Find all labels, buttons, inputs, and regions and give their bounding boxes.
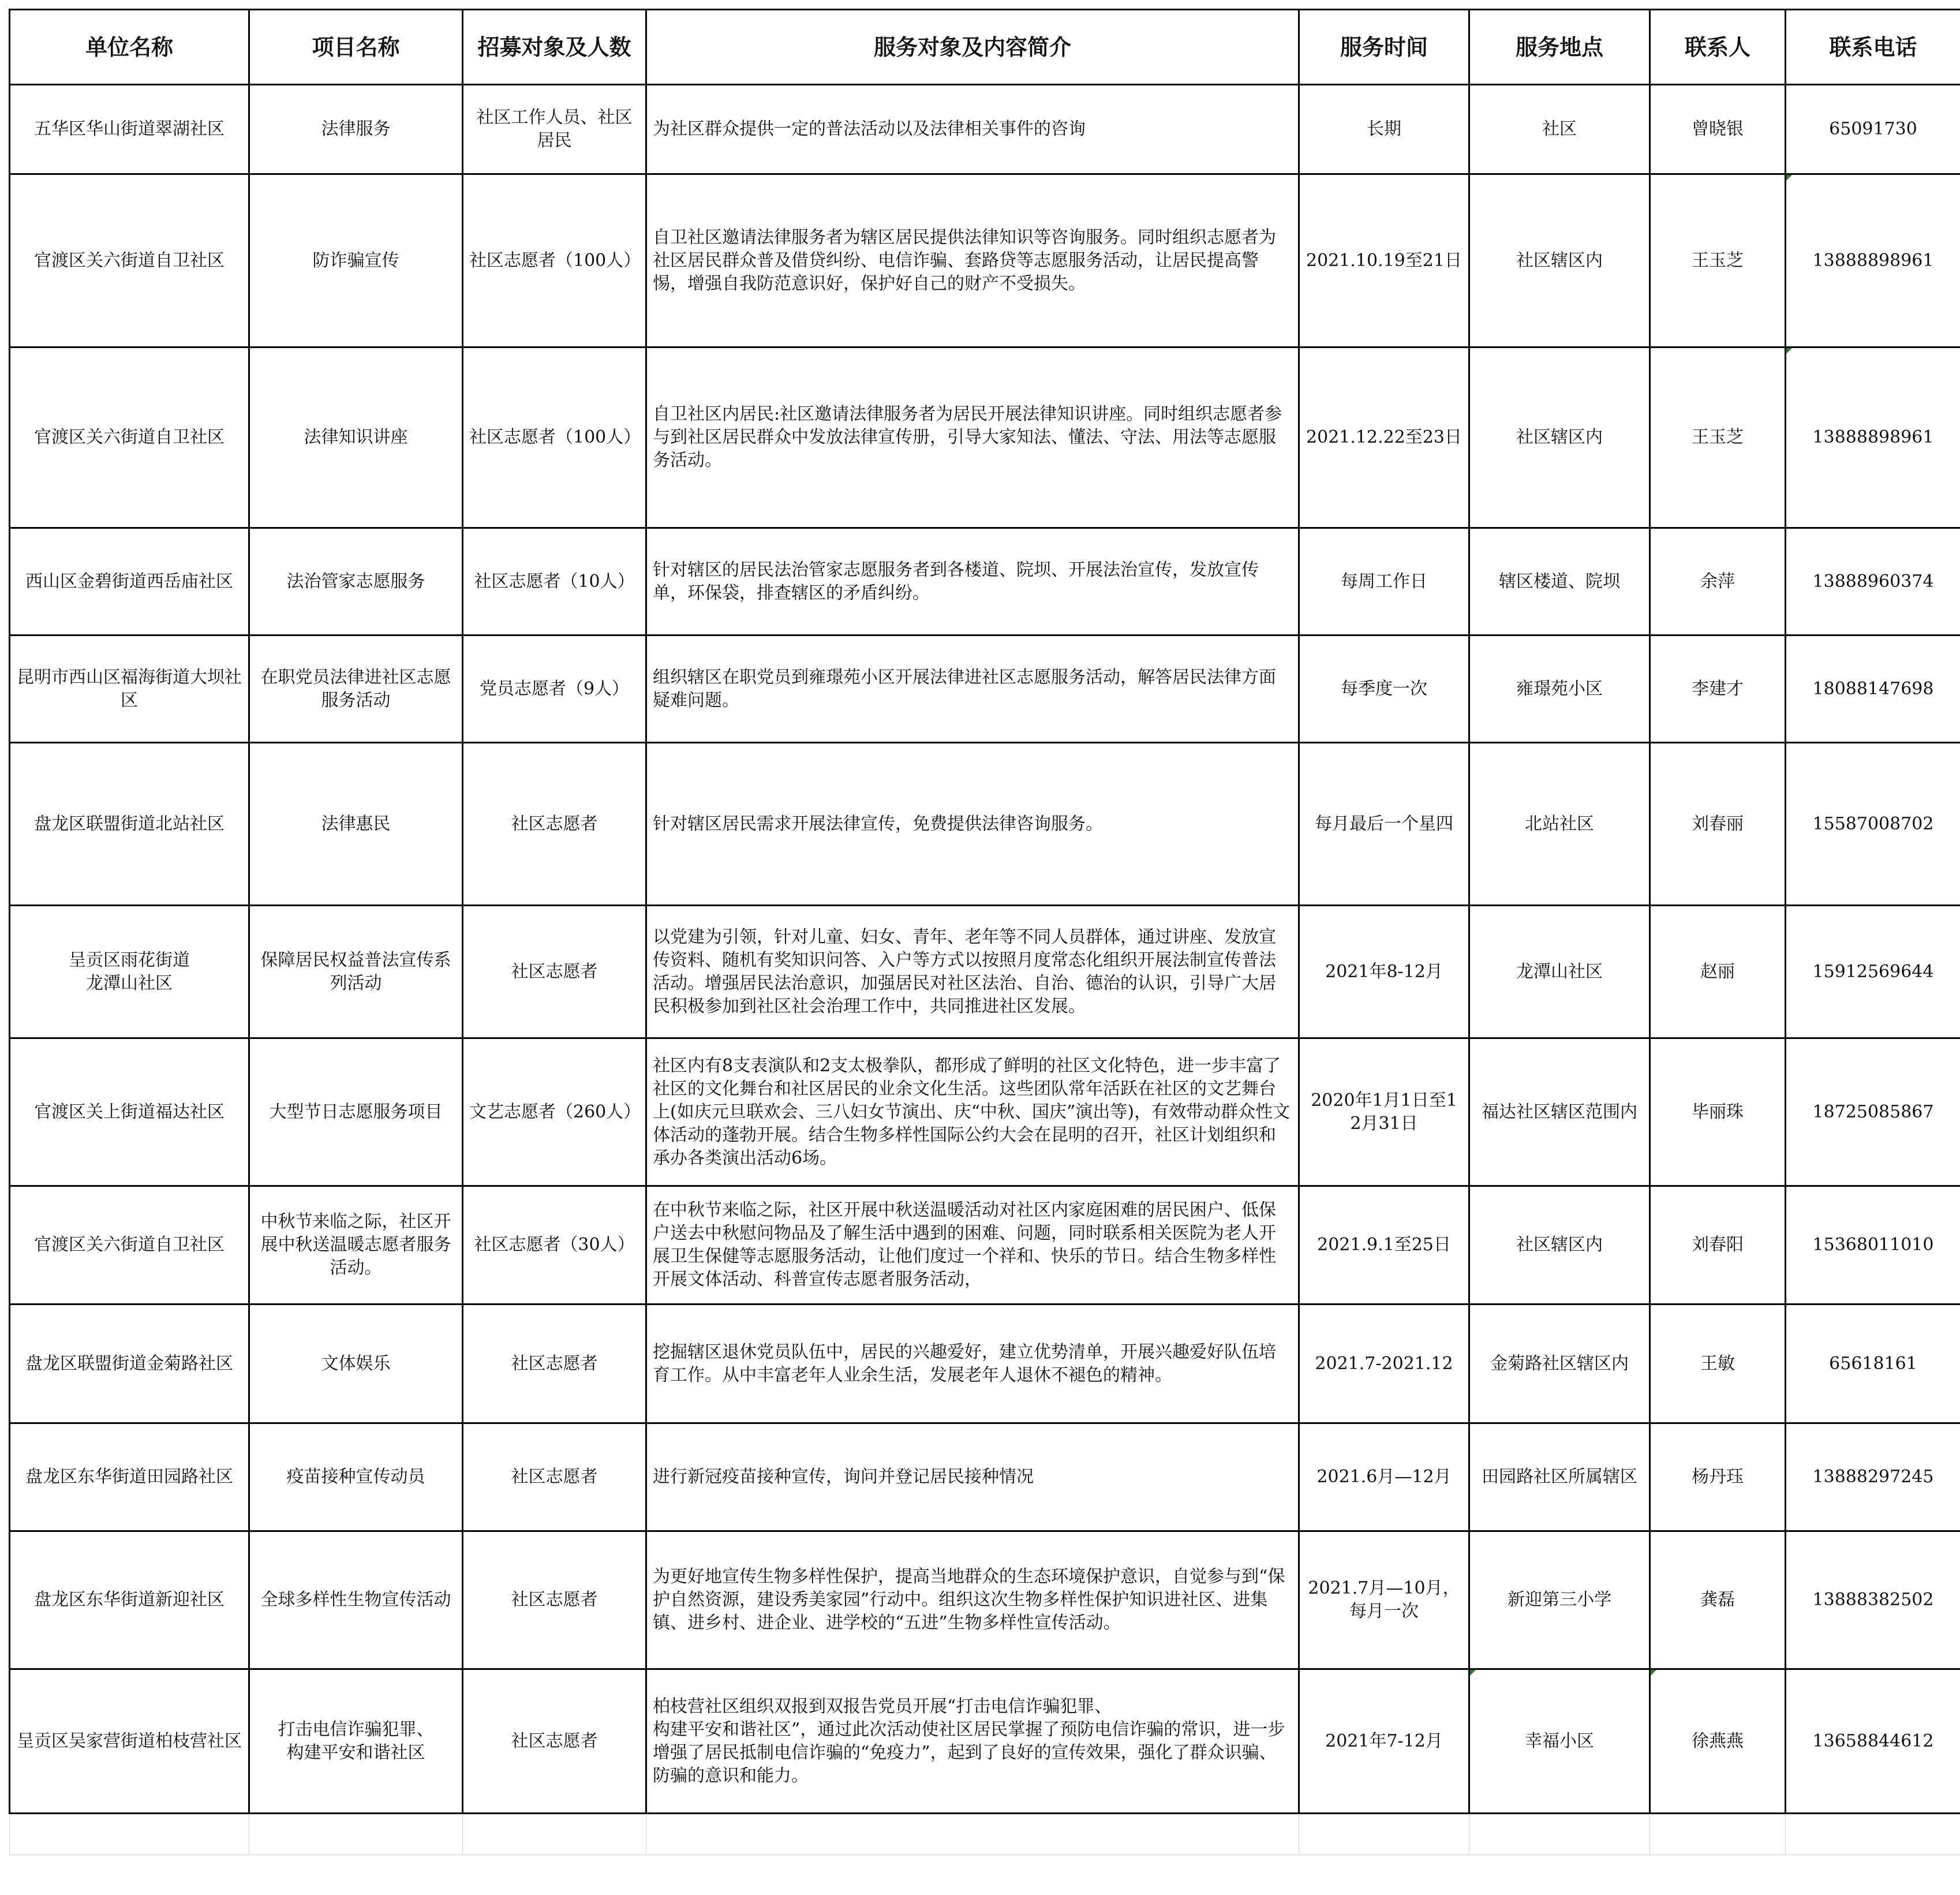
cell-place[interactable]: 福达社区辖区范围内	[1469, 1038, 1650, 1186]
cell-recruit[interactable]: 社区志愿者	[463, 1669, 646, 1814]
empty-cell[interactable]	[1786, 1814, 1960, 1855]
cell-time[interactable]: 长期	[1299, 85, 1469, 174]
cell-description[interactable]: 自卫社区邀请法律服务者为辖区居民提供法律知识等咨询服务。同时组织志愿者为社区居民群众普及借贷纠纷、电信诈骗、套路贷等志愿服务活动，让居民提高警惕，增强自我防范意识好，保护好自己的财产不受损失。	[646, 174, 1299, 347]
cell-unit[interactable]: 官渡区关六街道自卫社区	[10, 174, 249, 347]
cell-time[interactable]: 2021.12.22至23日	[1299, 347, 1469, 528]
cell-phone[interactable]: 13888898961	[1786, 347, 1960, 528]
header-description[interactable]: 服务对象及内容简介	[646, 10, 1299, 85]
cell-place[interactable]: 辖区楼道、院坝	[1469, 528, 1650, 636]
table-row	[10, 1423, 1960, 1531]
cell-unit[interactable]: 官渡区关六街道自卫社区	[10, 347, 249, 528]
cell-contact[interactable]: 赵丽	[1650, 906, 1786, 1038]
cell-description[interactable]: 进行新冠疫苗接种宣传，询问并登记居民接种情况	[646, 1423, 1299, 1531]
cell-time[interactable]: 2020年1月1日至12月31日	[1299, 1038, 1469, 1186]
cell-description[interactable]: 组织辖区在职党员到雍璟苑小区开展法律进社区志愿服务活动，解答居民法律方面疑难问题。	[646, 636, 1299, 743]
cell-phone[interactable]: 13658844612	[1786, 1669, 1960, 1814]
cell-project[interactable]: 法律知识讲座	[249, 347, 463, 528]
cell-unit[interactable]: 盘龙区联盟街道北站社区	[10, 743, 249, 906]
table-row	[10, 1531, 1960, 1669]
cell-time[interactable]: 每月最后一个星四	[1299, 743, 1469, 906]
cell-project[interactable]: 打击电信诈骗犯罪、 构建平安和谐社区	[249, 1669, 463, 1814]
header-recruit[interactable]: 招募对象及人数	[463, 10, 646, 85]
cell-project[interactable]: 疫苗接种宣传动员	[249, 1423, 463, 1531]
cell-recruit[interactable]: 社区志愿者（100人）	[463, 174, 646, 347]
cell-contact[interactable]: 毕丽珠	[1650, 1038, 1786, 1186]
cell-recruit[interactable]: 社区工作人员、社区居民	[463, 85, 646, 174]
cell-phone[interactable]: 15368011010	[1786, 1186, 1960, 1305]
cell-place[interactable]: 社区辖区内	[1469, 1186, 1650, 1305]
cell-place[interactable]: 社区辖区内	[1469, 347, 1650, 528]
header-unit[interactable]: 单位名称	[10, 10, 249, 85]
header-contact[interactable]: 联系人	[1650, 10, 1786, 85]
table-row	[10, 528, 1960, 636]
cell-time[interactable]: 2021年8-12月	[1299, 906, 1469, 1038]
cell-project[interactable]: 防诈骗宣传	[249, 174, 463, 347]
cell-unit[interactable]: 呈贡区雨花街道 龙潭山社区	[10, 906, 249, 1038]
table-row	[10, 1669, 1960, 1814]
cell-unit[interactable]: 五华区华山街道翠湖社区	[10, 85, 249, 174]
header-place[interactable]: 服务地点	[1469, 10, 1650, 85]
table-row	[10, 1186, 1960, 1305]
cell-description[interactable]: 以党建为引领，针对儿童、妇女、青年、老年等不同人员群体，通过讲座、发放宣传资料、随机有奖知识问答、入户等方式以按照月度常态化组织开展法制宣传普法活动。增强居民法治意识，加强居民对社区法治、自治、德治的认识，引导广大居民积极参加到社区社会治理工作中，共同推进社区发展。	[646, 906, 1299, 1038]
cell-place[interactable]: 金菊路社区辖区内	[1469, 1305, 1650, 1423]
cell-description[interactable]: 针对辖区居民需求开展法律宣传，免费提供法律咨询服务。	[646, 743, 1299, 906]
cell-description[interactable]: 自卫社区内居民:社区邀请法律服务者为居民开展法律知识讲座。同时组织志愿者参与到社区居民群众中发放法律宣传册，引导大家知法、懂法、守法、用法等志愿服务活动。	[646, 347, 1299, 528]
cell-recruit[interactable]: 社区志愿者	[463, 1423, 646, 1531]
cell-phone[interactable]: 13888382502	[1786, 1531, 1960, 1669]
cell-phone[interactable]: 18725085867	[1786, 1038, 1960, 1186]
empty-cell[interactable]	[249, 1814, 463, 1855]
cell-unit[interactable]: 呈贡区吴家营街道柏枝营社区	[10, 1669, 249, 1814]
cell-contact[interactable]: 刘春丽	[1650, 743, 1786, 906]
table-row	[10, 636, 1960, 743]
cell-unit[interactable]: 官渡区关上街道福达社区	[10, 1038, 249, 1186]
cell-unit[interactable]: 盘龙区东华街道新迎社区	[10, 1531, 249, 1669]
cell-project[interactable]: 全球多样性生物宣传活动	[249, 1531, 463, 1669]
cell-contact[interactable]: 王玉芝	[1650, 347, 1786, 528]
cell-contact[interactable]: 杨丹珏	[1650, 1423, 1786, 1531]
empty-row	[10, 1814, 1960, 1855]
cell-description[interactable]: 针对辖区的居民法治管家志愿服务者到各楼道、院坝、开展法治宣传，发放宣传单，环保袋，排查辖区的矛盾纠纷。	[646, 528, 1299, 636]
table-row	[10, 347, 1960, 528]
cell-project[interactable]: 法治管家志愿服务	[249, 528, 463, 636]
cell-time[interactable]: 2021.9.1至25日	[1299, 1186, 1469, 1305]
empty-cell[interactable]	[463, 1814, 646, 1855]
table-row	[10, 174, 1960, 347]
cell-unit[interactable]: 盘龙区联盟街道金菊路社区	[10, 1305, 249, 1423]
cell-recruit[interactable]: 社区志愿者	[463, 1305, 646, 1423]
empty-cell[interactable]	[646, 1814, 1299, 1855]
cell-time[interactable]: 每周工作日	[1299, 528, 1469, 636]
header-project[interactable]: 项目名称	[249, 10, 463, 85]
cell-place[interactable]: 龙潭山社区	[1469, 906, 1650, 1038]
cell-contact[interactable]: 刘春阳	[1650, 1186, 1786, 1305]
cell-time[interactable]: 2021.7月—10月，每月一次	[1299, 1531, 1469, 1669]
header-time[interactable]: 服务时间	[1299, 10, 1469, 85]
empty-cell[interactable]	[10, 1814, 249, 1855]
table-row	[10, 1305, 1960, 1423]
cell-unit[interactable]: 西山区金碧街道西岳庙社区	[10, 528, 249, 636]
cell-project[interactable]: 中秋节来临之际，社区开展中秋送温暖志愿者服务活动。	[249, 1186, 463, 1305]
cell-recruit[interactable]: 社区志愿者（10人）	[463, 528, 646, 636]
cell-unit[interactable]: 官渡区关六街道自卫社区	[10, 1186, 249, 1305]
cell-description[interactable]: 为更好地宣传生物多样性保护，提高当地群众的生态环境保护意识，自觉参与到“保护自然资源，建设秀美家园”行动中。组织这次生物多样性保护知识进社区、进集镇、进乡村、进企业、进学校的“五进”生物多样性宣传活动。	[646, 1531, 1299, 1669]
cell-phone[interactable]: 13888297245	[1786, 1423, 1960, 1531]
cell-contact[interactable]: 王敏	[1650, 1305, 1786, 1423]
cell-place[interactable]: 新迎第三小学	[1469, 1531, 1650, 1669]
cell-project[interactable]: 文体娱乐	[249, 1305, 463, 1423]
cell-unit[interactable]: 盘龙区东华街道田园路社区	[10, 1423, 249, 1531]
table-row	[10, 743, 1960, 906]
header-row	[10, 10, 1960, 85]
cell-phone[interactable]: 15587008702	[1786, 743, 1960, 906]
cell-contact[interactable]: 曾晓银	[1650, 85, 1786, 174]
cell-project[interactable]: 在职党员法律进社区志愿服务活动	[249, 636, 463, 743]
cell-place[interactable]: 社区	[1469, 85, 1650, 174]
cell-project[interactable]: 大型节日志愿服务项目	[249, 1038, 463, 1186]
table-row	[10, 906, 1960, 1038]
cell-time[interactable]: 2021.6月—12月	[1299, 1423, 1469, 1531]
cell-time[interactable]: 2021.7-2021.12	[1299, 1305, 1469, 1423]
cell-contact[interactable]: 龚磊	[1650, 1531, 1786, 1669]
cell-description[interactable]: 柏枝营社区组织双报到双报告党员开展“打击电信诈骗犯罪、 构建平安和谐社区”，通过此次活动使社区居民掌握了预防电信诈骗的常识，进一步增强了居民抵制电信诈骗的“免疫力”，起到了良好的宣传效果，强化了群众识骗、防骗的意识和能力。	[646, 1669, 1299, 1814]
cell-recruit[interactable]: 社区志愿者	[463, 906, 646, 1038]
cell-phone[interactable]: 18088147698	[1786, 636, 1960, 743]
volunteer-projects-table	[9, 9, 1960, 1855]
cell-phone[interactable]: 65091730	[1786, 85, 1960, 174]
header-phone[interactable]: 联系电话	[1786, 10, 1960, 85]
cell-project[interactable]: 保障居民权益普法宣传系列活动	[249, 906, 463, 1038]
empty-cell[interactable]	[1650, 1814, 1786, 1855]
cell-phone[interactable]: 13888960374	[1786, 528, 1960, 636]
cell-contact[interactable]: 王玉芝	[1650, 174, 1786, 347]
cell-recruit[interactable]: 社区志愿者（30人）	[463, 1186, 646, 1305]
cell-project[interactable]: 法律惠民	[249, 743, 463, 906]
cell-unit[interactable]: 昆明市西山区福海街道大坝社区	[10, 636, 249, 743]
cell-phone[interactable]: 15912569644	[1786, 906, 1960, 1038]
cell-contact[interactable]: 徐燕燕	[1650, 1669, 1786, 1814]
cell-description[interactable]: 在中秋节来临之际，社区开展中秋送温暖活动对社区内家庭困难的居民困户、低保户送去中秋慰问物品及了解生活中遇到的困难、问题，同时联系相关医院为老人开展卫生保健等志愿服务活动，让他们度过一个祥和、快乐的节日。结合生物多样性开展文体活动、科普宣传志愿者服务活动，	[646, 1186, 1299, 1305]
cell-place[interactable]: 北站社区	[1469, 743, 1650, 906]
cell-place[interactable]: 幸福小区	[1469, 1669, 1650, 1814]
cell-contact[interactable]: 余萍	[1650, 528, 1786, 636]
cell-place[interactable]: 社区辖区内	[1469, 174, 1650, 347]
cell-description[interactable]: 为社区群众提供一定的普法活动以及法律相关事件的咨询	[646, 85, 1299, 174]
cell-recruit[interactable]: 党员志愿者（9人）	[463, 636, 646, 743]
cell-place[interactable]: 雍璟苑小区	[1469, 636, 1650, 743]
cell-recruit[interactable]: 社区志愿者	[463, 743, 646, 906]
cell-time[interactable]: 2021年7-12月	[1299, 1669, 1469, 1814]
cell-phone[interactable]: 65618161	[1786, 1305, 1960, 1423]
cell-contact[interactable]: 李建才	[1650, 636, 1786, 743]
cell-place[interactable]: 田园路社区所属辖区	[1469, 1423, 1650, 1531]
cell-phone[interactable]: 13888898961	[1786, 174, 1960, 347]
cell-description[interactable]: 挖掘辖区退休党员队伍中，居民的兴趣爱好，建立优势清单，开展兴趣爱好队伍培育工作。从中丰富老年人业余生活，发展老年人退休不褪色的精神。	[646, 1305, 1299, 1423]
empty-cell[interactable]	[1469, 1814, 1650, 1855]
empty-cell[interactable]	[1299, 1814, 1469, 1855]
table-row	[10, 1038, 1960, 1186]
cell-recruit[interactable]: 社区志愿者（100人）	[463, 347, 646, 528]
cell-project[interactable]: 法律服务	[249, 85, 463, 174]
cell-recruit[interactable]: 社区志愿者	[463, 1531, 646, 1669]
cell-time[interactable]: 每季度一次	[1299, 636, 1469, 743]
cell-description[interactable]: 社区内有8支表演队和2支太极拳队，都形成了鲜明的社区文化特色，进一步丰富了社区的文化舞台和社区居民的业余文化生活。这些团队常年活跃在社区的文艺舞台上(如庆元旦联欢会、三八妇女节演出、庆“中秋、国庆”演出等)，有效带动群众性文体活动的蓬勃开展。结合生物多样性国际公约大会在昆明的召开，社区计划组织和承办各类演出活动6场。	[646, 1038, 1299, 1186]
table-row	[10, 85, 1960, 174]
cell-time[interactable]: 2021.10.19至21日	[1299, 174, 1469, 347]
cell-recruit[interactable]: 文艺志愿者（260人）	[463, 1038, 646, 1186]
